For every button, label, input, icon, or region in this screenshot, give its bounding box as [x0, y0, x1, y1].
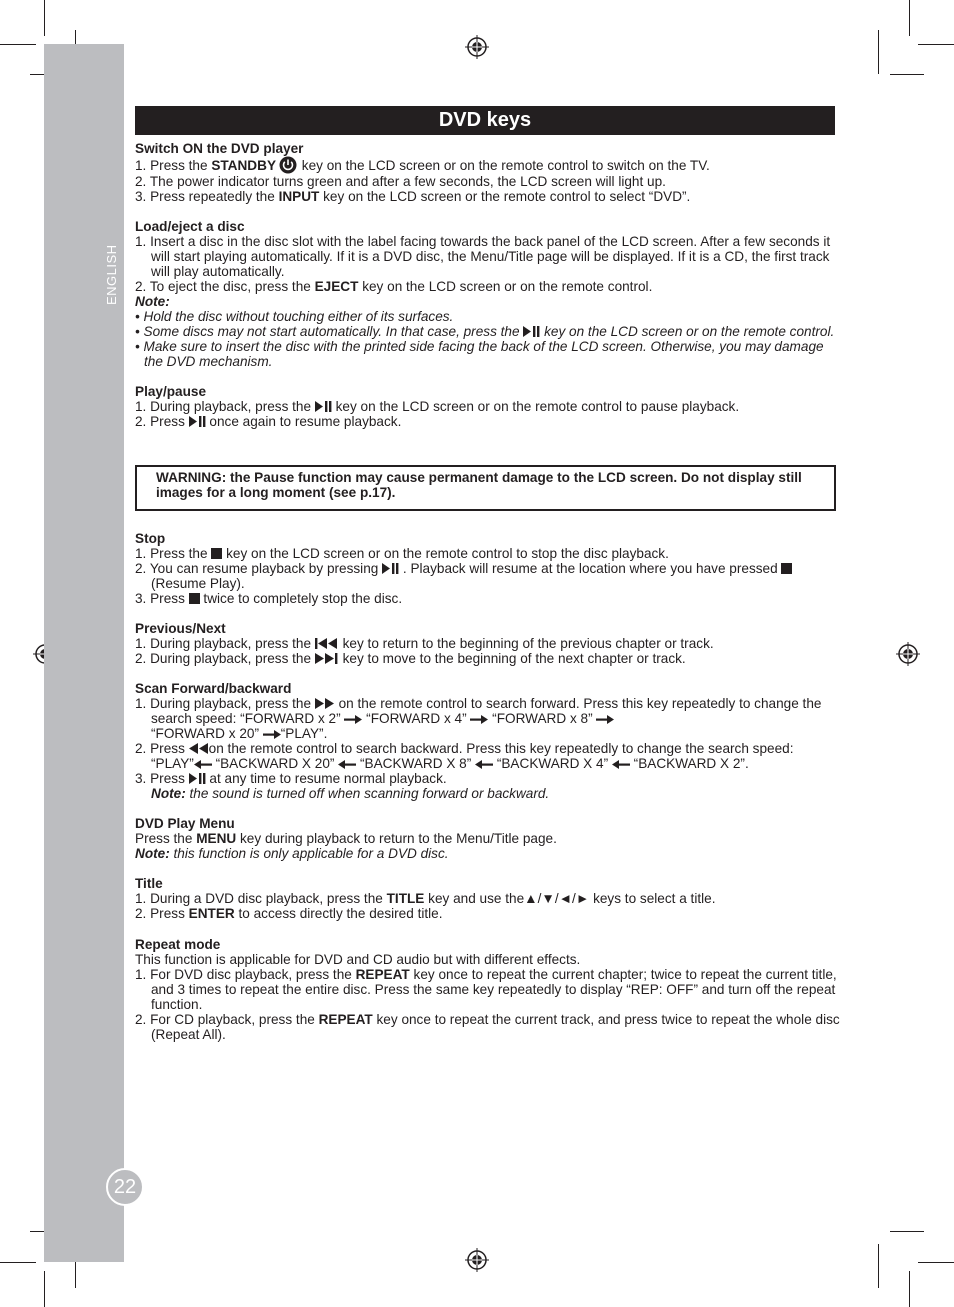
crop-mark	[0, 44, 36, 45]
arrow-left-icon	[612, 760, 630, 769]
section-heading: Play/pause	[135, 384, 207, 399]
next-icon	[315, 653, 339, 664]
stop-icon	[211, 548, 222, 559]
arrow-left-icon	[194, 760, 212, 769]
list-item: 2. To eject the disc, press the EJECT key on the LCD screen or on the remote control.	[135, 279, 653, 294]
crop-mark	[909, 0, 910, 36]
list-item: Press the MENU key during playback to return to the Menu/Title page.	[135, 831, 557, 846]
crop-mark	[44, 0, 45, 36]
list-item: 2. The power indicator turns green and after a few seconds, the LCD screen will light up.	[135, 174, 666, 189]
play-pause-icon	[189, 416, 206, 427]
fast-forward-icon	[315, 698, 335, 709]
direction-keys: ▲/▼/◄/►	[524, 891, 594, 906]
list-item: 2. Press ENTER to access directly the desired title.	[135, 906, 443, 921]
arrow-right-icon	[263, 730, 281, 739]
list-item: 1. Press the key on the LCD screen or on the remote control to stop the disc playback.	[135, 546, 669, 561]
list-item: 1. For DVD disc playback, press the REPEAT key once to repeat the current chapter; twice to repeat the current title, and 3 times to repeat the entire disc. Press the same key repeatedly to display “REP: OFF” and turn off the repeat function.	[135, 967, 837, 1012]
crop-mark	[878, 30, 879, 74]
list-item: 2. Press once again to resume playback.	[135, 414, 402, 429]
note-label: Note:	[135, 294, 170, 309]
crop-mark	[878, 1244, 879, 1288]
section-heading: Stop	[135, 531, 166, 546]
power-icon	[278, 156, 298, 174]
list-item: 1. Insert a disc in the disc slot with the label facing towards the back panel of the LCD screen. After a few seconds it will start playing automatically. If it is a DVD disc, the Menu/Title page will be displayed. If it is a CD, the first track will play automatically.	[135, 234, 831, 279]
bullet-item: • Hold the disc without touching either of its surfaces.	[135, 309, 454, 324]
list-item: 2. For CD playback, press the REPEAT key once to repeat the current track, and press twice to repeat the whole disc (Repeat All).	[135, 1012, 840, 1042]
rewind-icon	[189, 743, 209, 754]
crop-mark	[890, 1231, 924, 1232]
arrow-right-icon	[344, 715, 362, 724]
crop-mark	[0, 1262, 36, 1263]
stop-icon	[781, 563, 792, 574]
play-pause-icon	[315, 401, 332, 412]
previous-icon	[315, 638, 339, 649]
crop-mark	[918, 44, 954, 45]
paragraph: This function is applicable for DVD and CD audio but with different effects.	[135, 952, 581, 967]
section-heading: Scan Forward/backward	[135, 681, 292, 696]
play-pause-icon	[189, 773, 206, 784]
section-heading: Switch ON the DVD player	[135, 141, 304, 156]
registration-mark-icon	[896, 642, 920, 666]
list-item: 1. During playback, press the key to return to the beginning of the previous chapter or track.	[135, 636, 714, 651]
arrow-left-icon	[475, 760, 493, 769]
language-label: ENGLISH	[104, 244, 119, 305]
list-item: 2. You can resume playback by pressing . Playback will resume at the location where you have pressed (Resume Play).	[135, 561, 840, 591]
crop-mark	[918, 1262, 954, 1263]
crop-mark	[890, 74, 924, 75]
crop-mark	[909, 1271, 910, 1307]
arrow-right-icon	[470, 715, 488, 724]
list-item: 3. Press twice to completely stop the disc.	[135, 591, 403, 606]
arrow-left-icon	[338, 760, 356, 769]
crop-mark	[44, 1271, 45, 1307]
section-heading: Load/eject a disc	[135, 219, 245, 234]
page-title: DVD keys	[135, 106, 835, 135]
registration-mark-icon	[465, 1248, 489, 1272]
stop-icon	[189, 593, 200, 604]
list-item: 1. During playback, press the on the remote control to search forward. Press this key repeatedly to change the search speed: “FORWARD x 2” “FORWARD x 4” “FORWARD x 8” “FORWARD x 20” “PLAY”.	[135, 696, 822, 741]
play-pause-icon	[382, 563, 399, 574]
section-heading: Repeat mode	[135, 937, 221, 952]
list-item: 1. During playback, press the key on the LCD screen or on the remote control to pause playback.	[135, 399, 740, 414]
list-item: 1. Press the STANDBY key on the LCD screen or on the remote control to switch on the TV.	[135, 158, 710, 173]
play-pause-icon	[523, 326, 540, 337]
bullet-item: • Make sure to insert the disc with the printed side facing the back of the LCD screen. Otherwise, you may damage the DVD mechanism.	[135, 339, 824, 369]
arrow-right-icon	[596, 715, 614, 724]
list-item: 3. Press repeatedly the INPUT key on the LCD screen or the remote control to select “DVD”.	[135, 189, 691, 204]
content	[135, 141, 840, 1042]
sidebar	[44, 44, 124, 1262]
registration-mark-icon	[465, 35, 489, 59]
section-heading: Previous/Next	[135, 621, 226, 636]
bullet-item: • Some discs may not start automatically. In that case, press the key on the LCD screen or on the remote control.	[135, 324, 835, 339]
warning-box: WARNING: the Pause function may cause permanent damage to the LCD screen. Do not display still images for a long moment (see p.17).	[135, 465, 836, 511]
list-item: 3. Press at any time to resume normal playback. Note: the sound is turned off when scanning forward or backward.	[135, 771, 550, 801]
list-item: 1. During a DVD disc playback, press the TITLE key and use the▲/▼/◄/► keys to select a title.	[135, 891, 716, 906]
list-item: 2. During playback, press the key to move to the beginning of the next chapter or track.	[135, 651, 686, 666]
note: Note: this function is only applicable for a DVD disc.	[135, 846, 449, 861]
page-number: 22	[106, 1168, 144, 1206]
section-heading: Title	[135, 876, 163, 891]
section-heading: DVD Play Menu	[135, 816, 235, 831]
list-item: 2. Press on the remote control to search backward. Press this key repeatedly to change the search speed: “PLAY” “BACKWARD X 20” “BACKWARD X 8” “BACKWARD X 4” “BACKWARD X 2”.	[135, 741, 794, 771]
